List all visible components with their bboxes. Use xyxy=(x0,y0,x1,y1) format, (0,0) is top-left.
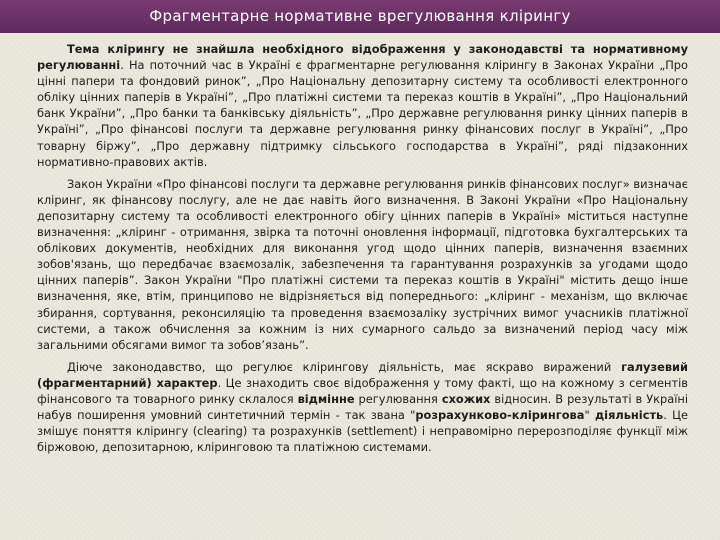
paragraph-3-emph-3: схожих xyxy=(441,391,491,406)
paragraph-3-emph-1: галузевий (фрагментарний) характер xyxy=(37,359,688,390)
paragraph-1-lead: Тема клірингу не знайшла необхідного відображення у законодавстві та нормативному регулюванні xyxy=(37,42,688,73)
slide-title: Фрагментарне нормативне врегулювання клірингу xyxy=(0,0,720,33)
paragraph-3-part-4: відносин. В результаті в Україні набув поширення умовний синтетичний термін - так звана " xyxy=(37,391,689,423)
paragraph-3-part-2: . Це знаходить своє відображення у тому факті, що на кожному з сегментів фінансового та товарного ринку склалося xyxy=(37,375,688,406)
paragraph-3-part-5: " xyxy=(584,408,595,423)
paragraph-1-text: . На поточний час в Україні є фрагментарне регулювання клірингу в Законах України „Про цінні папери та фондовий ринок”, „Про Національну депозитарну систему та особливості електронного обліку цінних паперів в Україні”, „Про платіжні системи та переказ коштів в Україні”, „Про Національний банк України”, „Про банки та банківську діяльність”, „Про державне регулювання ринку цінних паперів в Україні”, „Про фінансові послуги та державне регулювання ринку фінансових послуг в Україні”, „Про товарну біржу”, „Про державну підтримку сільського господарства в Україні”, ряді підзаконних нормативно-правових актів. xyxy=(37,58,688,169)
paragraph-3-emph-5: діяльність xyxy=(594,408,664,423)
slide-body xyxy=(37,41,688,461)
paragraph-2-text: Закон України «Про фінансові послуги та державне регулювання ринків фінансових послуг» визначає кліринг, як фінансову послугу, але не дає навіть його визначення. В Законі України «Про Національну депозитарну систему та особливості електронного обігу цінних паперів в Україні» міститься наступне визначення: „кліринг - отримання, звірка та поточні оновлення інформації, підготовка бухгалтерських та облікових документів, необхідних для виконання угод щодо цінних паперів, визначення взаємних зобов'язань, що передбачає взаємозалік, забезпечення та гарантування розрахунків за угодами щодо цінних паперів”. Закон України "Про платіжні системи та переказ коштів в Україні" містить дещо інше визначення, яке, втім, принципово не відрізняється від попереднього: „кліринг - механізм, що включає збирання, сортування, реконсиляцію та проведення взаємозаліку зустрічних вимог учасників платіжної системи, а також обчислення за кожним із них сумарного сальдо за визначений період часу між загальними обсягами вимог та зобов’язань”. xyxy=(37,176,688,352)
paragraph-1 xyxy=(37,41,688,170)
paragraph-3-part-3: регулювання xyxy=(354,391,442,406)
paragraph-3-part-1: Діюче законодавство, що регулює клірингову діяльність, має яскраво виражений xyxy=(67,359,622,374)
paragraph-3-emph-2: відмінне xyxy=(297,391,355,406)
paragraph-3-part-6: . Це змішує поняття клірингу (clearing) та розрахунків (settlement) і неправомірно перерозподіляє функції між біржовою, депозитарною, кліринговою та платіжною системами. xyxy=(37,408,689,455)
paragraph-3 xyxy=(37,359,688,456)
paragraph-3-emph-4: розрахунково-клірингова xyxy=(415,408,585,423)
paragraph-2 xyxy=(37,176,688,353)
